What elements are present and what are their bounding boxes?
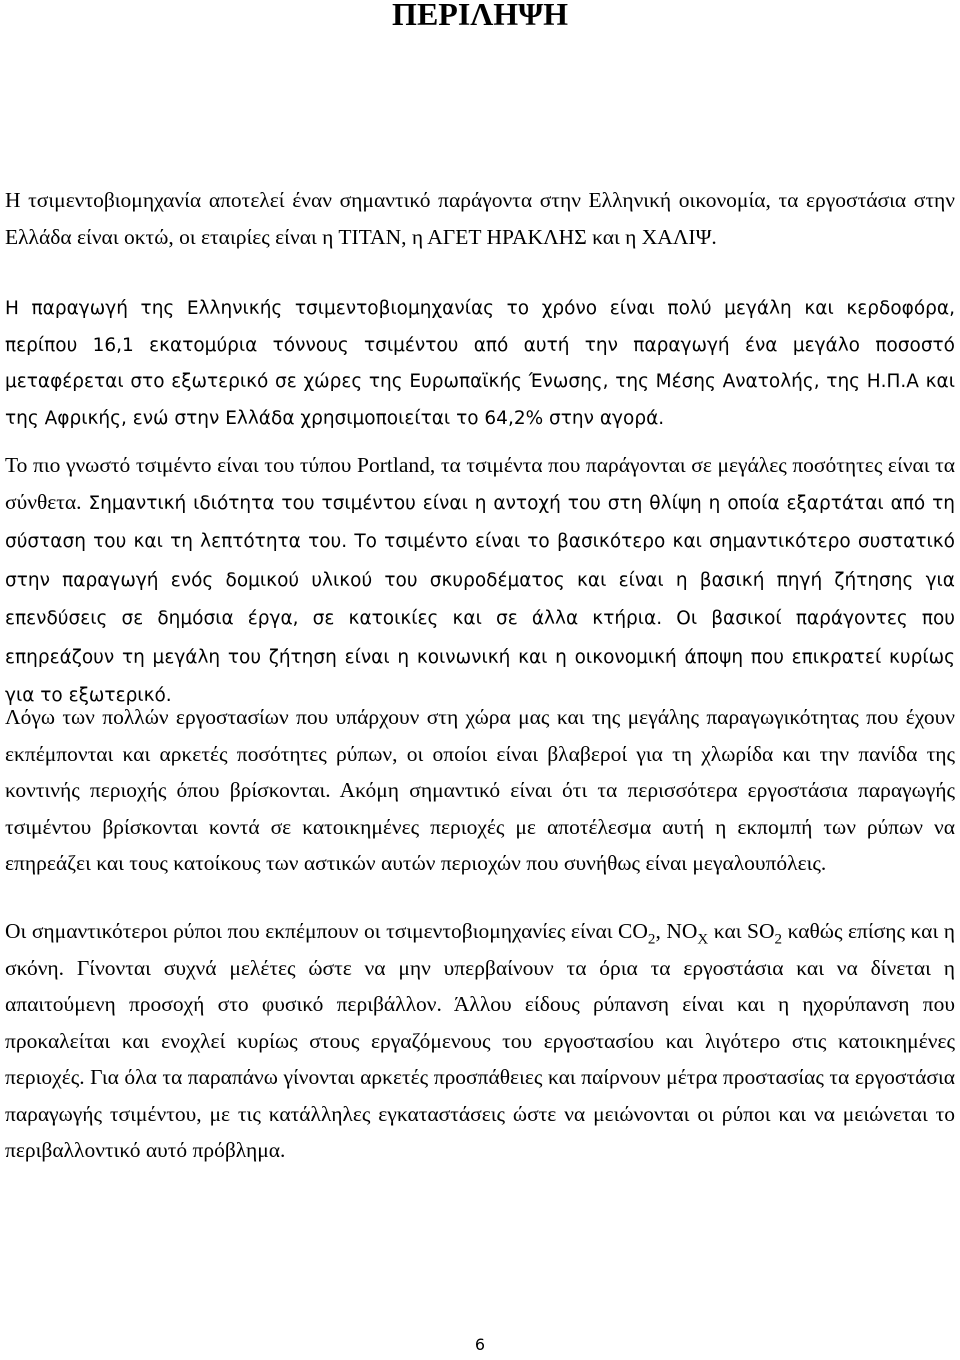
- paragraph-portland-cement-lead: Το πιο γνωστό τσιμέντο είναι του τύπου Portland, τα τσιμέντα που παράγονται σε μεγάλες ποσότητες είναι τα σύνθετα.: [5, 453, 955, 514]
- pollutant-co2: [618, 919, 656, 948]
- paragraph-production-exports: Η παραγωγή της Ελληνικής τσιμεντοβιομηχανίας το χρόνο είναι πολύ μεγάλη και κερδοφόρα, περίπου 16,1 εκατομύρια τόννους τσιμέντου από αυτή την παραγωγή ένα μεγάλο ποσοστό μεταφέρεται στο εξωτερικό σε χώρες της Ευρωπαϊκής Ένωσης, της Μέσης Ανατολής, της Η.Π.Α και της Αφρικής, ενώ στην Ελλάδα χρησιμοποιείται το 64,2% στην αγορά.: [5, 298, 955, 429]
- pollutant-separator-2: και: [708, 919, 748, 943]
- pollutant-nox-base: NO: [666, 919, 698, 943]
- paragraph-portland-cement: [5, 447, 955, 715]
- pollutants-rest: καθώς επίσης και η σκόνη. Γίνονται συχνά μελέτες ώστε να μην υπερβαίνουν τα όρια τα εργοστάσια και να δίνεται η απαιτούμενη προσοχή στο φυσικό περιβάλλον. Άλλου είδους ρύπανση είναι και η ηχορύπανση που προκαλείται και ενοχλεί κυρίως στους εργαζόμενους του εργοστασίου και λιγότερο στις κατοικημένες περιοχές. Για όλα τα παραπάνω γίνονται αρκετές προσπάθειες και παίρνουν μέτρα προστασίας τα εργοστάσια παραγωγής τσιμέντου, με τις κατάλληλες εγκαταστάσεις ώστε να μειώνονται οι ρύποι και να μειώνεται το περιβαλλοντικό αυτό πρόβλημα.: [5, 919, 956, 1162]
- page-number: 6: [474, 1335, 486, 1354]
- pollutant-nox-sub: X: [697, 931, 709, 948]
- page-title: ΠΕΡΙΛΗΨΗ: [392, 0, 568, 32]
- pollutant-separator-1: ,: [655, 919, 667, 943]
- pollutant-so2-sub: 2: [774, 931, 783, 948]
- pollutant-so2: [747, 919, 783, 948]
- paragraph-cement-industry-intro: Η τσιμεντοβιομηχανία αποτελεί έναν σημαντικό παράγοντα στην Ελληνική οικονομία, τα εργοστάσια στην Ελλάδα είναι οκτώ, οι εταιρίες είναι η ΤΙΤΑΝ, η ΑΓΕΤ ΗΡΑΚΛΗΣ και η ΧΑΛΙΨ.: [5, 188, 955, 249]
- pollutant-nox: [666, 919, 709, 948]
- paragraph-pollution-effects: Λόγω των πολλών εργοστασίων που υπάρχουν στη χώρα μας και της μεγάλης παραγωγικότητας που έχουν εκπέμπονται και αρκετές ποσότητες ρύπων, οι οποίοι είναι βλαβεροί για τη χλωρίδα και την πανίδα της κοντινής περιοχής όπου βρίσκονται. Ακόμη σημαντικό είναι ότι τα περισσότερα εργοστάσια παραγωγής τσιμέντου βρίσκονται κοντά σε κατοικημένες περιοχές με αποτέλεσμα αυτή η εκπομπή των ρύπων να επηρεάζει και τους κατοίκους των αστικών αυτών περιοχών που συνήθως είναι μεγαλουπόλεις.: [5, 705, 955, 875]
- paragraph-main-pollutants: [5, 913, 955, 1169]
- pollutant-so2-base: SO: [747, 919, 775, 943]
- pollutant-co2-sub: 2: [647, 931, 656, 948]
- paragraph-portland-cement-rest: Σημαντική ιδιότητα του τσιμέντου είναι η αντοχή του στη θλίψη η οποία εξαρτάται από τη σύσταση του και τη λεπτότητα του. Το τσιμέντο είναι το βασικότερο και σημαντικότερο συστατικό στην παραγωγή ενός δομικού υλικού του σκυροδέματος και είναι η βασική πηγή ζήτησης για επενδύσεις σε δημόσια έργα, σε κατοικίες και σε άλλα κτήρια. Οι βασικοί παράγοντες που επηρεάζουν τη μεγάλη του ζήτηση είναι η κοινωνική και η οικονομική άποψη που επικρατεί κυρίως για το εξωτερικό.: [5, 492, 955, 706]
- pollutant-co2-base: CO: [618, 919, 648, 943]
- pollutants-intro: Οι σημαντικότεροι ρύποι που εκπέμπουν οι τσιμεντοβιομηχανίες είναι: [5, 919, 619, 943]
